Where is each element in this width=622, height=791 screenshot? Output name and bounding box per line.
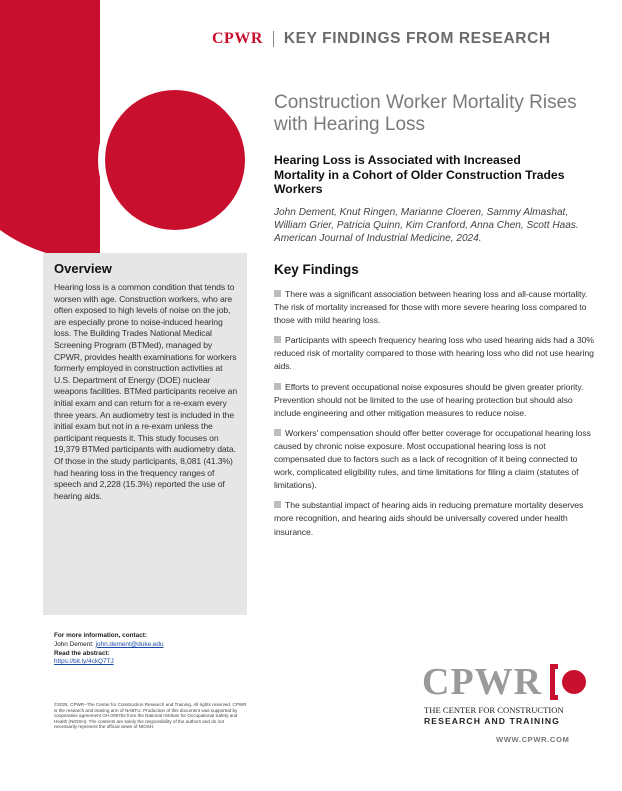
findings-heading: Key Findings [274, 262, 359, 277]
overview-sidebar [43, 253, 247, 615]
red-circle [105, 90, 245, 230]
citation: John Dement, Knut Ringen, Marianne Cloeren, Sammy Almashat, William Grier, Patricia Quinn, Kim Cranford, Anna Chen, Scott Haas. American Journal of Industrial Medicine, 2024. [274, 207, 579, 244]
square-bullet-icon [274, 290, 281, 297]
more-info-label: For more information, contact: [54, 632, 148, 639]
study-title: Hearing Loss is Associated with Increased Mortality in a Cohort of Older Construction Trades Workers [274, 153, 565, 196]
finding-text: Workers' compensation should offer better coverage for occupational hearing loss caused by chronic noise exposure. Most occupational hearing loss is not compensated due to factors such as a lack of recognition of it being connected to work, complicated eligibility rules, and time limitations for filing a claim (statutes of limitations). [274, 427, 591, 491]
finding-text: The substantial impact of hearing aids in reducing premature mortality deserves more recognition, and hearing aids should be universally covered under health insurance. [274, 500, 584, 537]
square-bullet-icon [274, 383, 281, 390]
finding-item [274, 381, 594, 420]
finding-text: Participants with speech frequency hearing loss who used hearing aids had a 30% reduced risk of mortality compared to those with hearing loss who did not use hearing aids. [274, 335, 594, 372]
overview-body: Hearing loss is a common condition that tends to worsen with age. Construction workers, who are often exposed to high levels of noise on the job, are especially prone to noise-induced hearing loss. The Building Trades National Medical Screening Program (BTMed), managed by CPWR, provides health examinations for workers formerly employed in construction activities at U.S. Department of Energy (DOE) nuclear weapons facilities. BTMed participants receive an initial exam and can return for a re-exam every three years. An audiometry test is included in the initial exam but not in a re-exam unless the participant requests it. This study focuses on 19,379 BTMed participants with audiometry data. Of those in the study participants, 8,081 (41.3%) had hearing loss in the frequency ranges of speech and 2,228 (15.3%) reported the use of hearing aids. [54, 282, 238, 501]
website-link[interactable]: WWW.CPWR.COM [496, 735, 570, 744]
red-quarter-shape [0, 0, 100, 260]
cpwr-logo-large [422, 662, 588, 702]
page-header [212, 29, 551, 49]
contact-line [54, 641, 254, 650]
contact-block [54, 632, 254, 667]
legal-notice: ©2025, CPWR–The Center for Construction Research and Training. All rights reserved. CPWR is the research and training arm of NABTU. Production of this document was supported by cooperative agreement OH 009762 from the National Institute for Occupational Safety and Health (NIOSH). The contents are solely the responsibility of the authors and do not necessarily represent the official views of NIOSH. [54, 702, 247, 730]
square-bullet-icon [274, 429, 281, 436]
cpwr-bracket-circle-icon [548, 662, 588, 702]
finding-item [274, 334, 594, 373]
finding-item [274, 499, 594, 538]
key-findings [274, 262, 594, 546]
abstract-label: Read the abstract: [54, 649, 110, 657]
finding-text: There was a significant association between hearing loss and all-cause mortality. The risk of mortality increased for those with more severe hearing loss compared to those with mild hearing loss. [274, 289, 588, 326]
overview-heading: Overview [54, 261, 112, 276]
cpwr-logo-small: CPWR [212, 30, 263, 47]
contact-name: John Dement: [54, 640, 96, 648]
square-bullet-icon [274, 336, 281, 343]
abstract-link[interactable]: https://bit.ly/4ckQ7TJ [54, 658, 114, 666]
header-tagline: KEY FINDINGS FROM RESEARCH [283, 30, 551, 47]
cpwr-wordmark: CPWR [422, 661, 543, 703]
square-bullet-icon [274, 501, 281, 508]
center-name-line2: RESEARCH AND TRAINING [424, 716, 560, 726]
header-divider [273, 31, 274, 47]
page-title: Construction Worker Mortality Rises with Hearing Loss [274, 92, 577, 135]
contact-email-link[interactable]: john.dement@duke.edu [95, 640, 164, 648]
finding-item [274, 288, 594, 327]
center-name-line1: THE CENTER FOR CONSTRUCTION [424, 705, 564, 715]
finding-item [274, 427, 594, 492]
finding-text: Efforts to prevent occupational noise exposures should be given greater priority. Prevention should not be limited to the use of hearing protection but should also include engineering and other mitigation measures to reduce noise. [274, 381, 584, 418]
